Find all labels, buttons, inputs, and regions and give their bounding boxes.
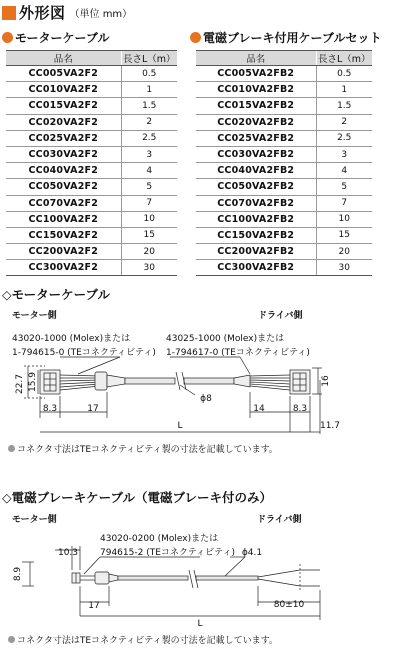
product-name-cell: CC025VA2FB2	[196, 130, 316, 146]
driver-side-label: ドライバ側	[258, 311, 303, 321]
product-name-cell: CC020VA2F2	[6, 114, 121, 130]
column-header: 品名	[196, 51, 316, 66]
dim-L: L	[177, 421, 183, 431]
length-cell: 30	[316, 260, 372, 276]
length-cell: 7	[121, 195, 177, 211]
product-name-cell: CC070VA2FB2	[196, 195, 316, 211]
length-cell: 20	[121, 244, 177, 260]
length-cell: 1	[316, 82, 372, 98]
product-name-cell: CC005VA2FB2	[196, 66, 316, 82]
length-cell: 2	[121, 114, 177, 130]
product-name-cell: CC010VA2FB2	[196, 82, 316, 98]
driver-connector-line1: 43025-1000 (Molex)または	[166, 334, 285, 344]
length-cell: 1	[121, 82, 177, 98]
product-name-cell: CC150VA2FB2	[196, 227, 316, 243]
brake-connector-line2: 794615-2 (TEコネクティビティ)	[100, 548, 235, 558]
length-cell: 7	[316, 195, 372, 211]
product-name-cell: CC200VA2F2	[6, 244, 121, 260]
product-name-cell: CC015VA2FB2	[196, 98, 316, 114]
dim-80: 80±10	[273, 600, 305, 610]
brake-cable-drawing-heading: ◇電磁ブレーキケーブル（電磁ブレーキ付のみ）	[2, 490, 272, 505]
product-name-cell: CC040VA2F2	[6, 163, 121, 179]
brake-cable-drawing	[0, 500, 411, 640]
length-cell: 10	[316, 211, 372, 227]
motor-cable-note: コネクタ寸法はTEコネクティビティ製の寸法を記載しています。	[8, 442, 278, 455]
brake-driver-side-label: ドライバ側	[257, 515, 302, 525]
column-header: 長さL（m）	[316, 51, 372, 66]
title-unit: （単位 mm）	[69, 9, 133, 20]
note-bullet-icon	[8, 445, 15, 452]
length-cell: 2.5	[121, 130, 177, 146]
motor-cable-table-heading: モーターケーブル	[2, 29, 109, 46]
dim-phi8: ϕ8	[200, 394, 212, 404]
length-cell: 20	[316, 244, 372, 260]
length-cell: 5	[316, 179, 372, 195]
dim-L: L	[197, 619, 203, 629]
brake-cable-note: コネクタ寸法はTEコネクティビティ製の寸法を記載しています。	[8, 633, 278, 646]
length-cell: 30	[121, 260, 177, 276]
note-bullet-icon	[8, 636, 15, 643]
product-name-cell: CC300VA2FB2	[196, 260, 316, 276]
dim-16: 16	[321, 375, 331, 387]
dim-17: 17	[88, 601, 100, 611]
length-cell: 4	[121, 163, 177, 179]
dim-15-9: 15.9	[28, 371, 38, 393]
product-name-cell: CC040VA2FB2	[196, 163, 316, 179]
motor-side-label: モーター側	[12, 311, 57, 321]
product-name-cell: CC005VA2F2	[6, 66, 121, 82]
product-name-cell: CC010VA2F2	[6, 82, 121, 98]
length-cell: 0.5	[316, 66, 372, 82]
length-cell: 15	[121, 227, 177, 243]
title-main: 外形図	[19, 4, 66, 22]
product-name-cell: CC050VA2FB2	[196, 179, 316, 195]
brake-set-table-heading: 電磁ブレーキ付用ケーブルセット	[190, 29, 381, 46]
product-name-cell: CC100VA2F2	[6, 211, 121, 227]
product-name-cell: CC200VA2FB2	[196, 244, 316, 260]
dim-11-7: 11.7	[319, 421, 341, 431]
product-name-cell: CC100VA2FB2	[196, 211, 316, 227]
dim-17: 17	[87, 404, 99, 414]
product-name-cell: CC070VA2F2	[6, 195, 121, 211]
dim-8-9: 8.9	[13, 566, 23, 582]
product-name-cell: CC030VA2F2	[6, 146, 121, 162]
dim-8-3-left: 8.3	[42, 404, 58, 414]
length-cell: 15	[316, 227, 372, 243]
length-cell: 0.5	[121, 66, 177, 82]
length-cell: 4	[316, 163, 372, 179]
dim-8-3-right: 8.3	[292, 404, 308, 414]
brake-connector-line1: 43020-0200 (Molex)または	[100, 534, 219, 544]
product-name-cell: CC025VA2F2	[6, 130, 121, 146]
motor-connector-line1: 43020-1000 (Molex)または	[12, 334, 131, 344]
length-cell: 1.5	[121, 98, 177, 114]
motor-connector-line2: 1-794615-0 (TEコネクティビティ)	[12, 348, 156, 358]
length-cell: 2.5	[316, 130, 372, 146]
column-header: 品名	[6, 51, 121, 66]
product-name-cell: CC300VA2F2	[6, 260, 121, 276]
motor-cable-drawing-heading: ◇モーターケーブル	[2, 287, 110, 302]
length-cell: 2	[316, 114, 372, 130]
brake-motor-side-label: モーター側	[12, 515, 57, 525]
length-cell: 3	[121, 146, 177, 162]
dim-22-7: 22.7	[15, 373, 25, 395]
dim-10-3: 10.3	[57, 548, 79, 558]
length-cell: 5	[121, 179, 177, 195]
product-name-cell: CC015VA2F2	[6, 98, 121, 114]
dim-phi4-1: ϕ4.1	[241, 548, 263, 558]
length-cell: 3	[316, 146, 372, 162]
product-name-cell: CC030VA2FB2	[196, 146, 316, 162]
product-name-cell: CC050VA2F2	[6, 179, 121, 195]
dim-14: 14	[253, 404, 265, 414]
length-cell: 1.5	[316, 98, 372, 114]
driver-connector-line2: 1-794617-0 (TEコネクティビティ)	[166, 348, 310, 358]
length-cell: 10	[121, 211, 177, 227]
column-header: 長さL（m）	[121, 51, 177, 66]
product-name-cell: CC150VA2F2	[6, 227, 121, 243]
product-name-cell: CC020VA2FB2	[196, 114, 316, 130]
